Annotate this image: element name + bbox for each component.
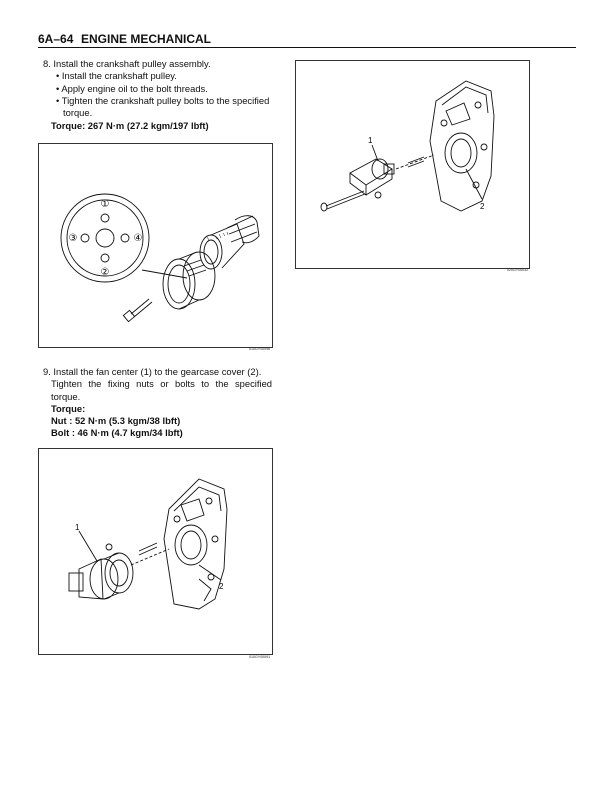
step-8-torque: Torque: 267 N·m (27.2 kgm/197 lbft)	[51, 120, 209, 132]
step-9-nut-torque: Nut : 52 N·m (5.3 kgm/38 lbft)	[51, 415, 181, 427]
tighten-order-2: ②	[100, 267, 110, 278]
fan-center-illustration-left	[39, 449, 272, 654]
pulley-illustration	[39, 144, 272, 347]
tighten-order-4: ④	[133, 233, 143, 244]
tighten-order-1: ①	[100, 199, 110, 210]
header-rule	[38, 47, 576, 48]
step-8-title: 8. Install the crankshaft pulley assembly.	[43, 58, 211, 69]
tighten-order-3: ③	[68, 233, 78, 244]
page-number: 6A–64	[38, 32, 74, 46]
page-header	[38, 32, 576, 46]
step-8-bullet: • Tighten the crankshaft pulley bolts to the specified torque.	[56, 94, 270, 119]
step-9-title: 9. Install the fan center (1) to the gearcase cover (2).	[43, 366, 262, 377]
step-8-bullet: • Install the crankshaft pulley.	[56, 70, 177, 82]
fan-center-figure-right	[295, 60, 530, 269]
step-8	[43, 58, 283, 133]
fan-center-illustration-right	[296, 61, 529, 268]
step-9-body: Tighten the fixing nuts or bolts to the specified torque.	[51, 378, 272, 402]
fan-center-left-figure-code: 010GY00091	[249, 655, 271, 659]
callout-fan-center: 1	[368, 136, 373, 145]
fan-center-right-figure-code: 020GY00032	[507, 268, 529, 272]
callout-fan-center: 1	[75, 523, 80, 532]
step-8-bullet: • Apply engine oil to the bolt threads.	[56, 82, 208, 94]
callout-gearcase-cover: 2	[480, 202, 485, 211]
step-9-torque-label: Torque:	[51, 402, 86, 414]
section-title: ENGINE MECHANICAL	[81, 32, 212, 46]
pulley-figure	[38, 143, 273, 348]
step-9	[43, 366, 272, 440]
fan-center-figure-left	[38, 448, 273, 655]
callout-gearcase-cover: 2	[219, 582, 224, 591]
pulley-figure-code: 010GY00096	[249, 347, 271, 351]
step-9-bolt-torque: Bolt : 46 N·m (4.7 kgm/34 lbft)	[51, 427, 183, 439]
